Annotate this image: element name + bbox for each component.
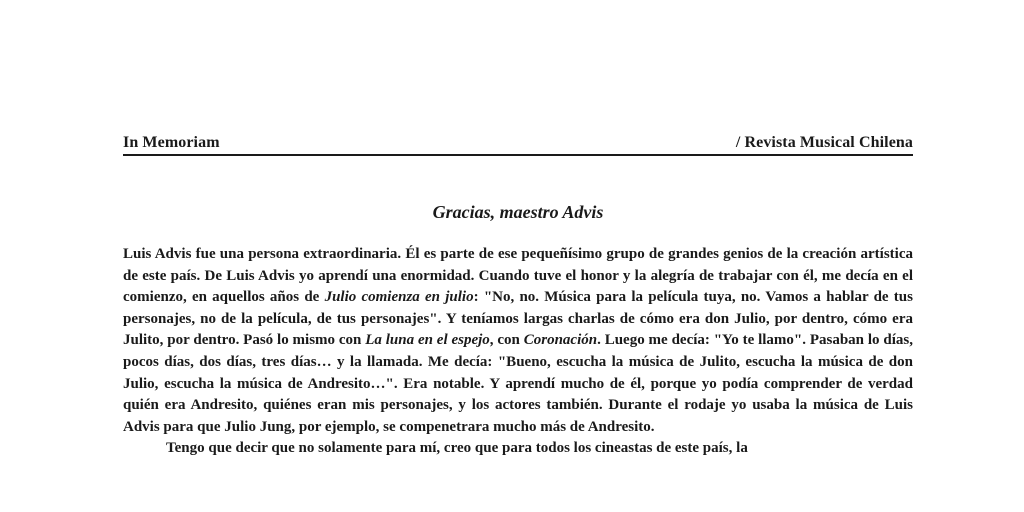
- paragraph-1: [123, 244, 913, 438]
- paragraph-1-text-a: Luis Advis fue una persona extraordinaria. Él es parte de ese pequeñísimo grupo de grandes genios de la creación artística de este país. De Luis Advis yo aprendí una enormidad. Cuando tuve el honor y la alegría de trabajar con él, me decía en el comienzo, en aquellos años de: [123, 246, 913, 306]
- paragraph-1-text-c: , con: [489, 332, 524, 349]
- article-title: Gracias, maestro Advis: [432, 202, 604, 222]
- film-title-julio-comienza: Julio comienza en julio: [324, 289, 474, 306]
- film-title-la-luna: La luna en el espejo: [365, 332, 490, 349]
- header-section-label: In Memoriam: [123, 134, 220, 151]
- header-journal-name: / Revista Musical Chilena: [735, 134, 913, 151]
- article-body: [123, 244, 913, 460]
- paragraph-1-text-d: . Luego me decía: "Yo te llamo". Pasaban lo días, pocos días, dos días, tres días… y la llamada. Me decía: "Bueno, escucha la música de Julito, escucha la música de don Julio, escucha la música de Andresito…". Era notable. Y aprendí mucho de él, porque yo podía comprender de verdad quién era Andresito, quiénes eran mis personajes, y los actores también. Durante el rodaje yo usaba la música de Luis Advis para que Julio Jung, por ejemplo, se compenetrara mucho más de Andresito.: [123, 332, 913, 435]
- header-rule: [123, 154, 913, 156]
- paragraph-1-text-b: : "No, no. Música para la película tuya, no. Vamos a hablar de tus personajes, no de la película, de tus personajes". Y teníamos largas charlas de cómo era don Julio, por dentro, cómo era Julito, por dentro. Pasó lo mismo con: [123, 289, 913, 349]
- paragraph-2: Tengo que decir que no solamente para mí, creo que para todos los cineastas de este país, la: [166, 440, 748, 457]
- film-title-coronacion: Coronación: [523, 332, 598, 349]
- running-header: [123, 130, 913, 152]
